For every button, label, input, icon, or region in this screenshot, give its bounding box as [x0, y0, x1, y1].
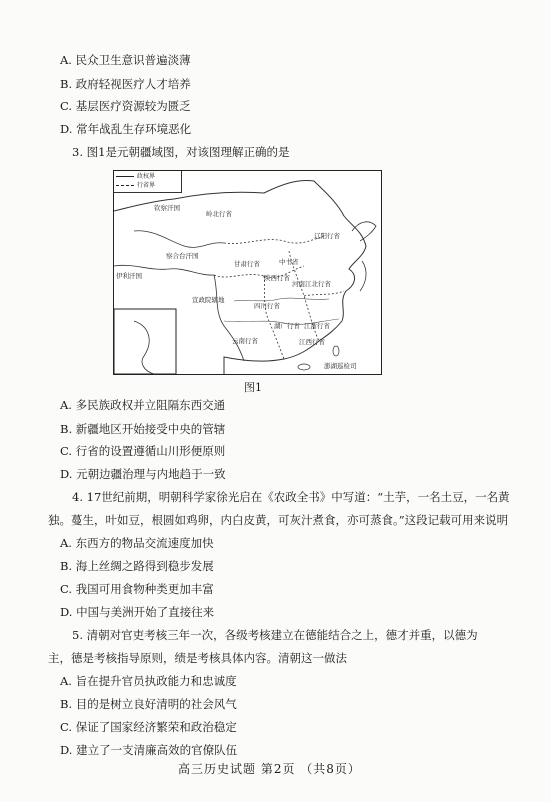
q3-option-a: A. 多民族政权并立阻隔东西交通 — [60, 398, 226, 412]
q4-option-c: C. 我国可用食物种类更加丰富 — [60, 582, 214, 596]
q2-option-c: C. 基层医疗资源较为匮乏 — [60, 99, 191, 113]
q4-option-d: D. 中国与美洲开始了直接往来 — [60, 605, 215, 619]
q5-stem-line1: 5. 清朝对官吏考核三年一次，各级考核建立在德能结合之上，德才并重，以德为 — [72, 628, 478, 642]
map-label: 澎湖巡检司 — [324, 362, 357, 370]
q2-option-d: D. 常年战乱生存环境恶化 — [60, 122, 192, 136]
yuan-territory-map — [113, 170, 382, 375]
q5-option-c: C. 保证了国家经济繁荣和政治稳定 — [60, 720, 237, 734]
legend-label: 政权界 — [137, 173, 156, 180]
q3-option-d: D. 元朝边疆治理与内地趋于一致 — [60, 467, 226, 481]
q3-option-b: B. 新疆地区开始接受中央的管辖 — [60, 422, 226, 436]
q5-option-b: B. 目的是树立良好清明的社会风气 — [60, 697, 237, 711]
map-label: 中书省 — [279, 258, 299, 266]
q3-option-c: C. 行省的设置遵循山川形便原则 — [60, 444, 226, 458]
q5-option-d: D. 建立了一支清廉高效的官僚队伍 — [60, 743, 238, 757]
map-label: 宣政院辖地 — [192, 296, 225, 304]
boundary-solid-icon — [116, 176, 134, 177]
map-label: 陕西行省 — [264, 274, 290, 282]
map-label: 察合台汗国 — [166, 252, 199, 260]
map-label: 四川行省 — [254, 302, 280, 310]
map-label: 钦察汗国 — [154, 204, 180, 212]
map-label: 江西行省 — [299, 338, 325, 346]
map-label: 江浙行省 — [304, 322, 330, 330]
map-label: 伊利汗国 — [116, 272, 142, 280]
map-label: 河南江北行省 — [292, 280, 331, 288]
page-footer: 高三历史试题 第2页 （共8页） — [178, 762, 361, 776]
q5-stem-line2: 主，德是考核指导原则，绩是考核具体内容。清朝这一做法 — [48, 651, 347, 665]
q3-stem: 3. 图1是元朝疆域图，对该图理解正确的是 — [72, 145, 290, 159]
q4-option-a: A. 东西方的物品交流速度加快 — [60, 536, 214, 550]
map-label: 甘肃行省 — [234, 260, 260, 268]
map-label: 辽阳行省 — [314, 232, 340, 240]
q4-option-b: B. 海上丝绸之路得到稳步发展 — [60, 559, 214, 573]
q4-stem-line2: 独。蔓生，叶如豆，根圆如鸡卵，内白皮黄，可灰汁煮食，亦可蒸食。”这段记载可用来说明 — [48, 513, 509, 527]
map-label: 云南行省 — [232, 337, 258, 345]
map-label: 湖广行省 — [274, 322, 300, 330]
q2-option-b: B. 政府轻视医疗人才培养 — [60, 77, 191, 91]
legend-label: 行省界 — [137, 182, 156, 189]
q5-option-a: A. 旨在提升官员执政能力和忠诚度 — [60, 674, 237, 688]
map-legend — [114, 171, 182, 193]
map-label: 岭北行省 — [206, 210, 232, 218]
q4-stem-line1: 4. 17世纪前期，明朝科学家徐光启在《农政全书》中写道：“土芋，一名土豆，一名黄 — [72, 490, 510, 504]
q2-option-a: A. 民众卫生意识普遍淡薄 — [60, 53, 191, 67]
figure-caption: 图1 — [244, 381, 262, 394]
boundary-dashed-icon — [116, 185, 134, 186]
